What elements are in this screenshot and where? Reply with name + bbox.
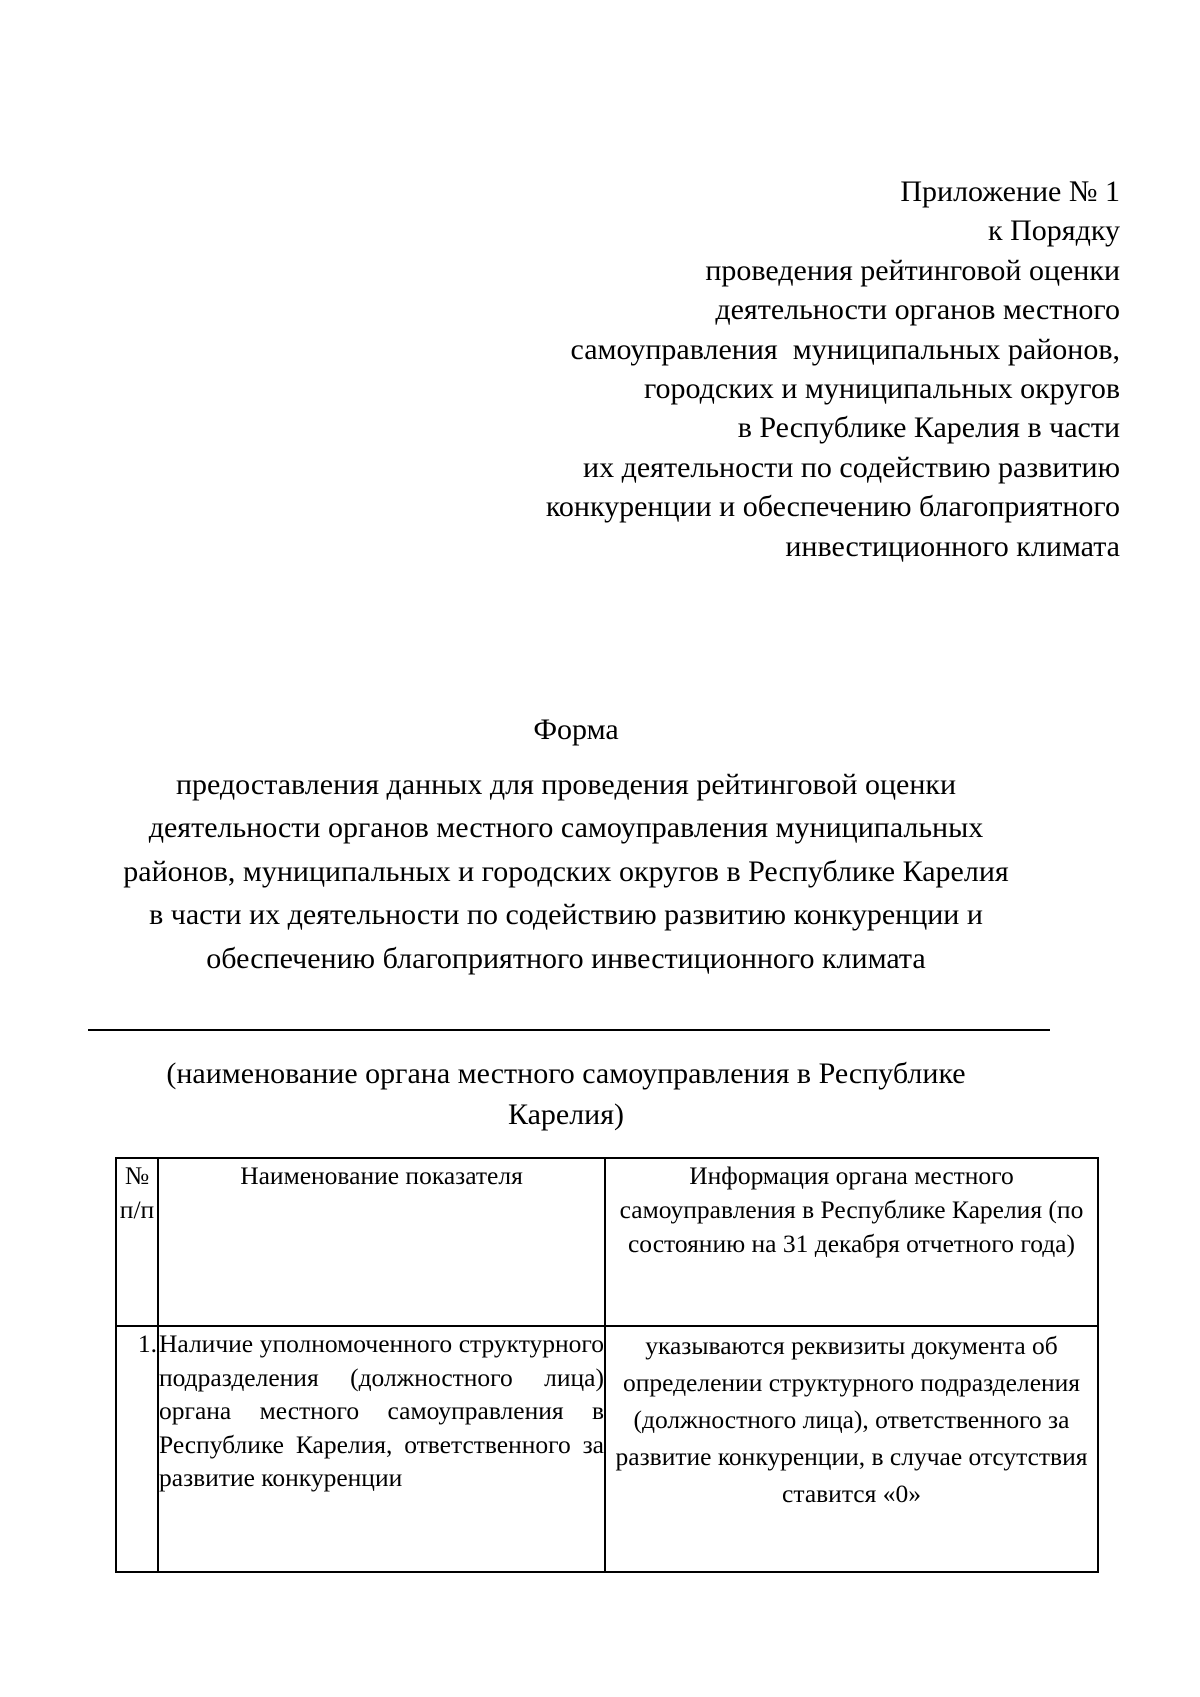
appendix-line: городских и муниципальных округов	[643, 372, 1120, 406]
table-header-row	[116, 1158, 1098, 1326]
form-subtitle-line: предоставления данных для проведения рейтинговой оценки	[175, 768, 957, 801]
form-subtitle-line: деятельности органов местного самоуправления муниципальных	[148, 811, 984, 845]
appendix-line: проведения рейтинговой оценки	[705, 253, 1120, 287]
appendix-line: к Порядку	[988, 214, 1120, 248]
form-subtitle-line: обеспечению благоприятного инвестиционного климата	[206, 941, 926, 975]
table-row	[116, 1326, 1098, 1572]
header-info: Информация органа местного самоуправления в Республике Карелия (по состоянию на 31 декабря отчетного года)	[605, 1158, 1098, 1326]
form-subtitle	[60, 763, 1072, 980]
appendix-line: их деятельности по содействию развитию	[583, 450, 1120, 484]
appendix-line: самоуправления муниципальных районов,	[570, 332, 1120, 366]
blank-caption-line: Карелия)	[507, 1098, 625, 1131]
form-subtitle-line: в части их деятельности по содействию развитию конкуренции и	[149, 898, 983, 932]
appendix-line: деятельности органов местного	[715, 293, 1120, 327]
appendix-line: в Республике Карелия в части	[737, 411, 1120, 445]
form-title: Форма	[533, 713, 619, 746]
indicators-table	[115, 1157, 1099, 1573]
blank-caption	[60, 1053, 1072, 1135]
row-num: 1.	[116, 1326, 158, 1572]
appendix-header	[400, 172, 1120, 566]
row-info: указываются реквизиты документа об определении структурного подразделения (должностного лица), ответственного за развитие конкуренции, в случае отсутствия ставится «0»	[605, 1326, 1098, 1572]
appendix-line: инвестиционного климата	[785, 529, 1120, 563]
header-num: № п/п	[116, 1158, 158, 1326]
blank-caption-line: (наименование органа местного самоуправления в Республике	[166, 1057, 966, 1090]
appendix-line: Приложение № 1	[900, 175, 1120, 208]
form-subtitle-line: районов, муниципальных и городских округов в Республике Карелия	[123, 854, 1009, 888]
header-name: Наименование показателя	[158, 1158, 605, 1326]
appendix-line: конкуренции и обеспечению благоприятного	[545, 490, 1120, 524]
row-name: Наличие уполномоченного структурного подразделения (должностного лица) органа местного самоуправления в Республике Карелия, ответственного за развитие конкуренции	[158, 1326, 605, 1572]
fill-in-blank-line	[88, 1029, 1050, 1031]
